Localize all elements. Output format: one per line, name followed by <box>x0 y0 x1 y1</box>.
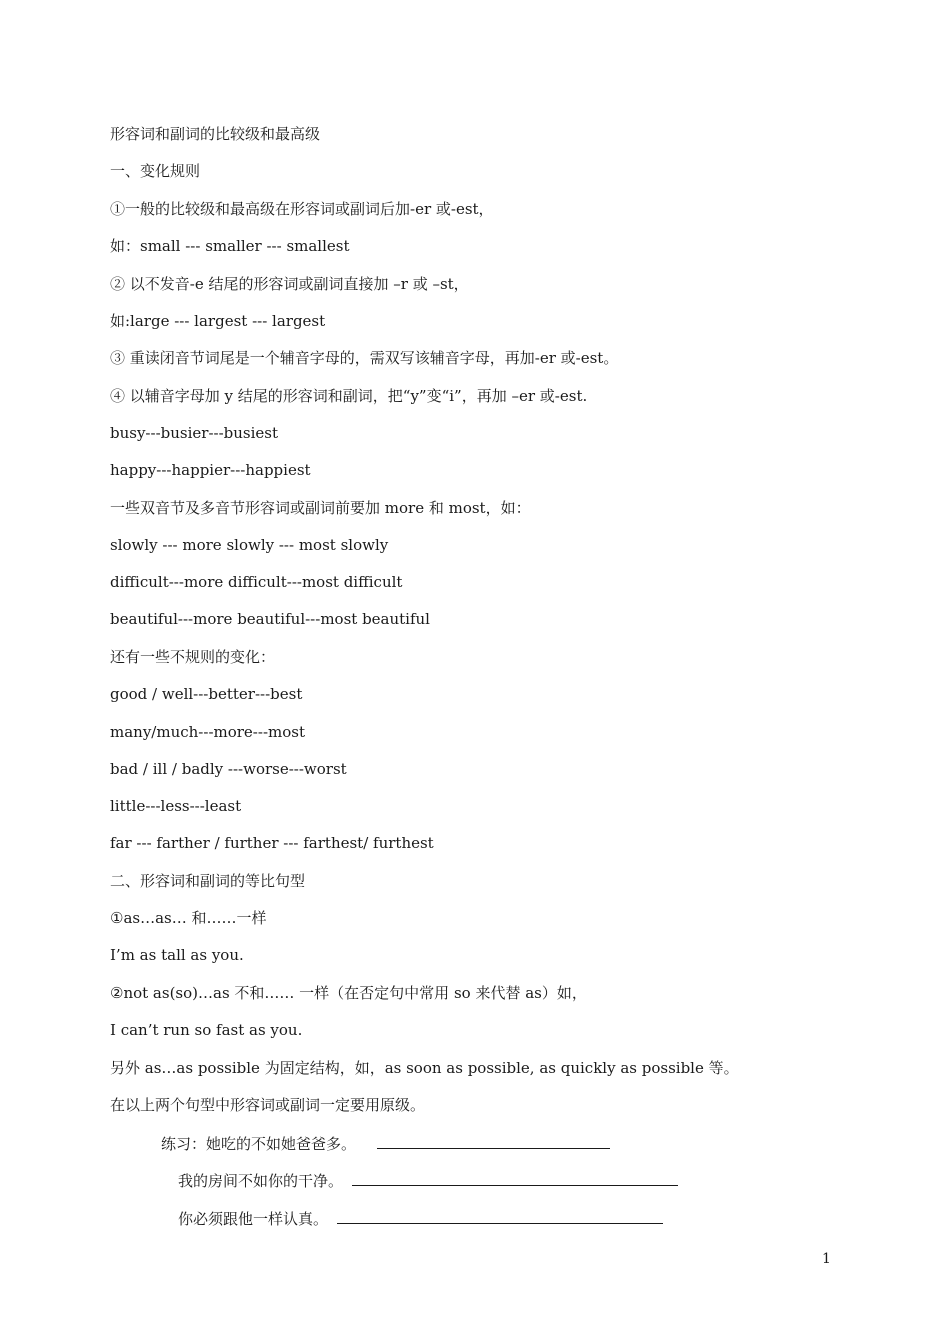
rule-1: ①一般的比较级和最高级在形容词或副词后加-er 或-est， <box>110 200 494 218</box>
rule-4-example-2: happy---happier---happiest <box>110 461 311 479</box>
exercise-3-answer-blank[interactable] <box>337 1208 663 1224</box>
multi-example-1: slowly --- more slowly --- most slowly <box>110 536 389 554</box>
usage-note: 在以上两个句型中形容词或副词一定要用原级。 <box>110 1096 426 1114</box>
rule-3: ③ 重读闭音节词尾是一个辅音字母的，需双写该辅音字母，再加-er 或-est。 <box>110 349 619 367</box>
exercise-3 <box>178 1208 663 1229</box>
irregular-4: little---less---least <box>110 797 242 815</box>
irregular-3: bad / ill / badly ---worse---worst <box>110 760 347 778</box>
multi-syllable-rule: 一些双音节及多音节形容词或副词前要加 more 和 most，如： <box>110 499 531 517</box>
document-title: 形容词和副词的比较级和最高级 <box>110 125 321 143</box>
rule-1-example: 如：small --- smaller --- smallest <box>110 237 350 255</box>
rule-4: ④ 以辅音字母加 y 结尾的形容词和副词，把“y”变“i”，再加 –er 或-est. <box>110 387 588 405</box>
exercise-2-answer-blank[interactable] <box>352 1170 678 1186</box>
rule-4-example-1: busy---busier---busiest <box>110 424 279 442</box>
exercise-2 <box>178 1170 678 1191</box>
exercise-1-prompt: 练习：她吃的不如她爸爸多。 <box>161 1135 357 1153</box>
fixed-structure: 另外 as…as possible 为固定结构，如，as soon as possible, as quickly as possible 等。 <box>110 1059 739 1077</box>
page-number: 1 <box>822 1251 831 1267</box>
section-heading-rules: 一、变化规则 <box>110 162 201 180</box>
exercise-1-answer-blank[interactable] <box>377 1133 610 1149</box>
irregular-5: far --- farther / further --- farthest/ furthest <box>110 834 434 852</box>
exercise-3-prompt: 你必须跟他一样认真。 <box>178 1210 329 1228</box>
exercise-1 <box>161 1133 610 1154</box>
irregular-2: many/much---more---most <box>110 723 305 741</box>
exercise-2-prompt: 我的房间不如你的干净。 <box>178 1172 344 1190</box>
multi-example-2: difficult---more difficult---most difficult <box>110 573 403 591</box>
irregular-1: good / well---better---best <box>110 685 303 703</box>
pattern-1: ①as…as… 和……一样 <box>110 909 267 927</box>
section-heading-comparison: 二、形容词和副词的等比句型 <box>110 872 306 890</box>
multi-example-3: beautiful---more beautiful---most beautiful <box>110 610 430 628</box>
pattern-1-example: I’m as tall as you. <box>110 946 244 964</box>
rule-2-example: 如:large --- largest --- largest <box>110 312 326 330</box>
irregular-intro: 还有一些不规则的变化： <box>110 648 276 666</box>
pattern-2-example: I can’t run so fast as you. <box>110 1021 303 1039</box>
pattern-2: ②not as(so)…as 不和…… 一样（在否定句中常用 so 来代替 as）如， <box>110 984 587 1002</box>
rule-2: ② 以不发音-e 结尾的形容词或副词直接加 –r 或 –st， <box>110 275 469 293</box>
